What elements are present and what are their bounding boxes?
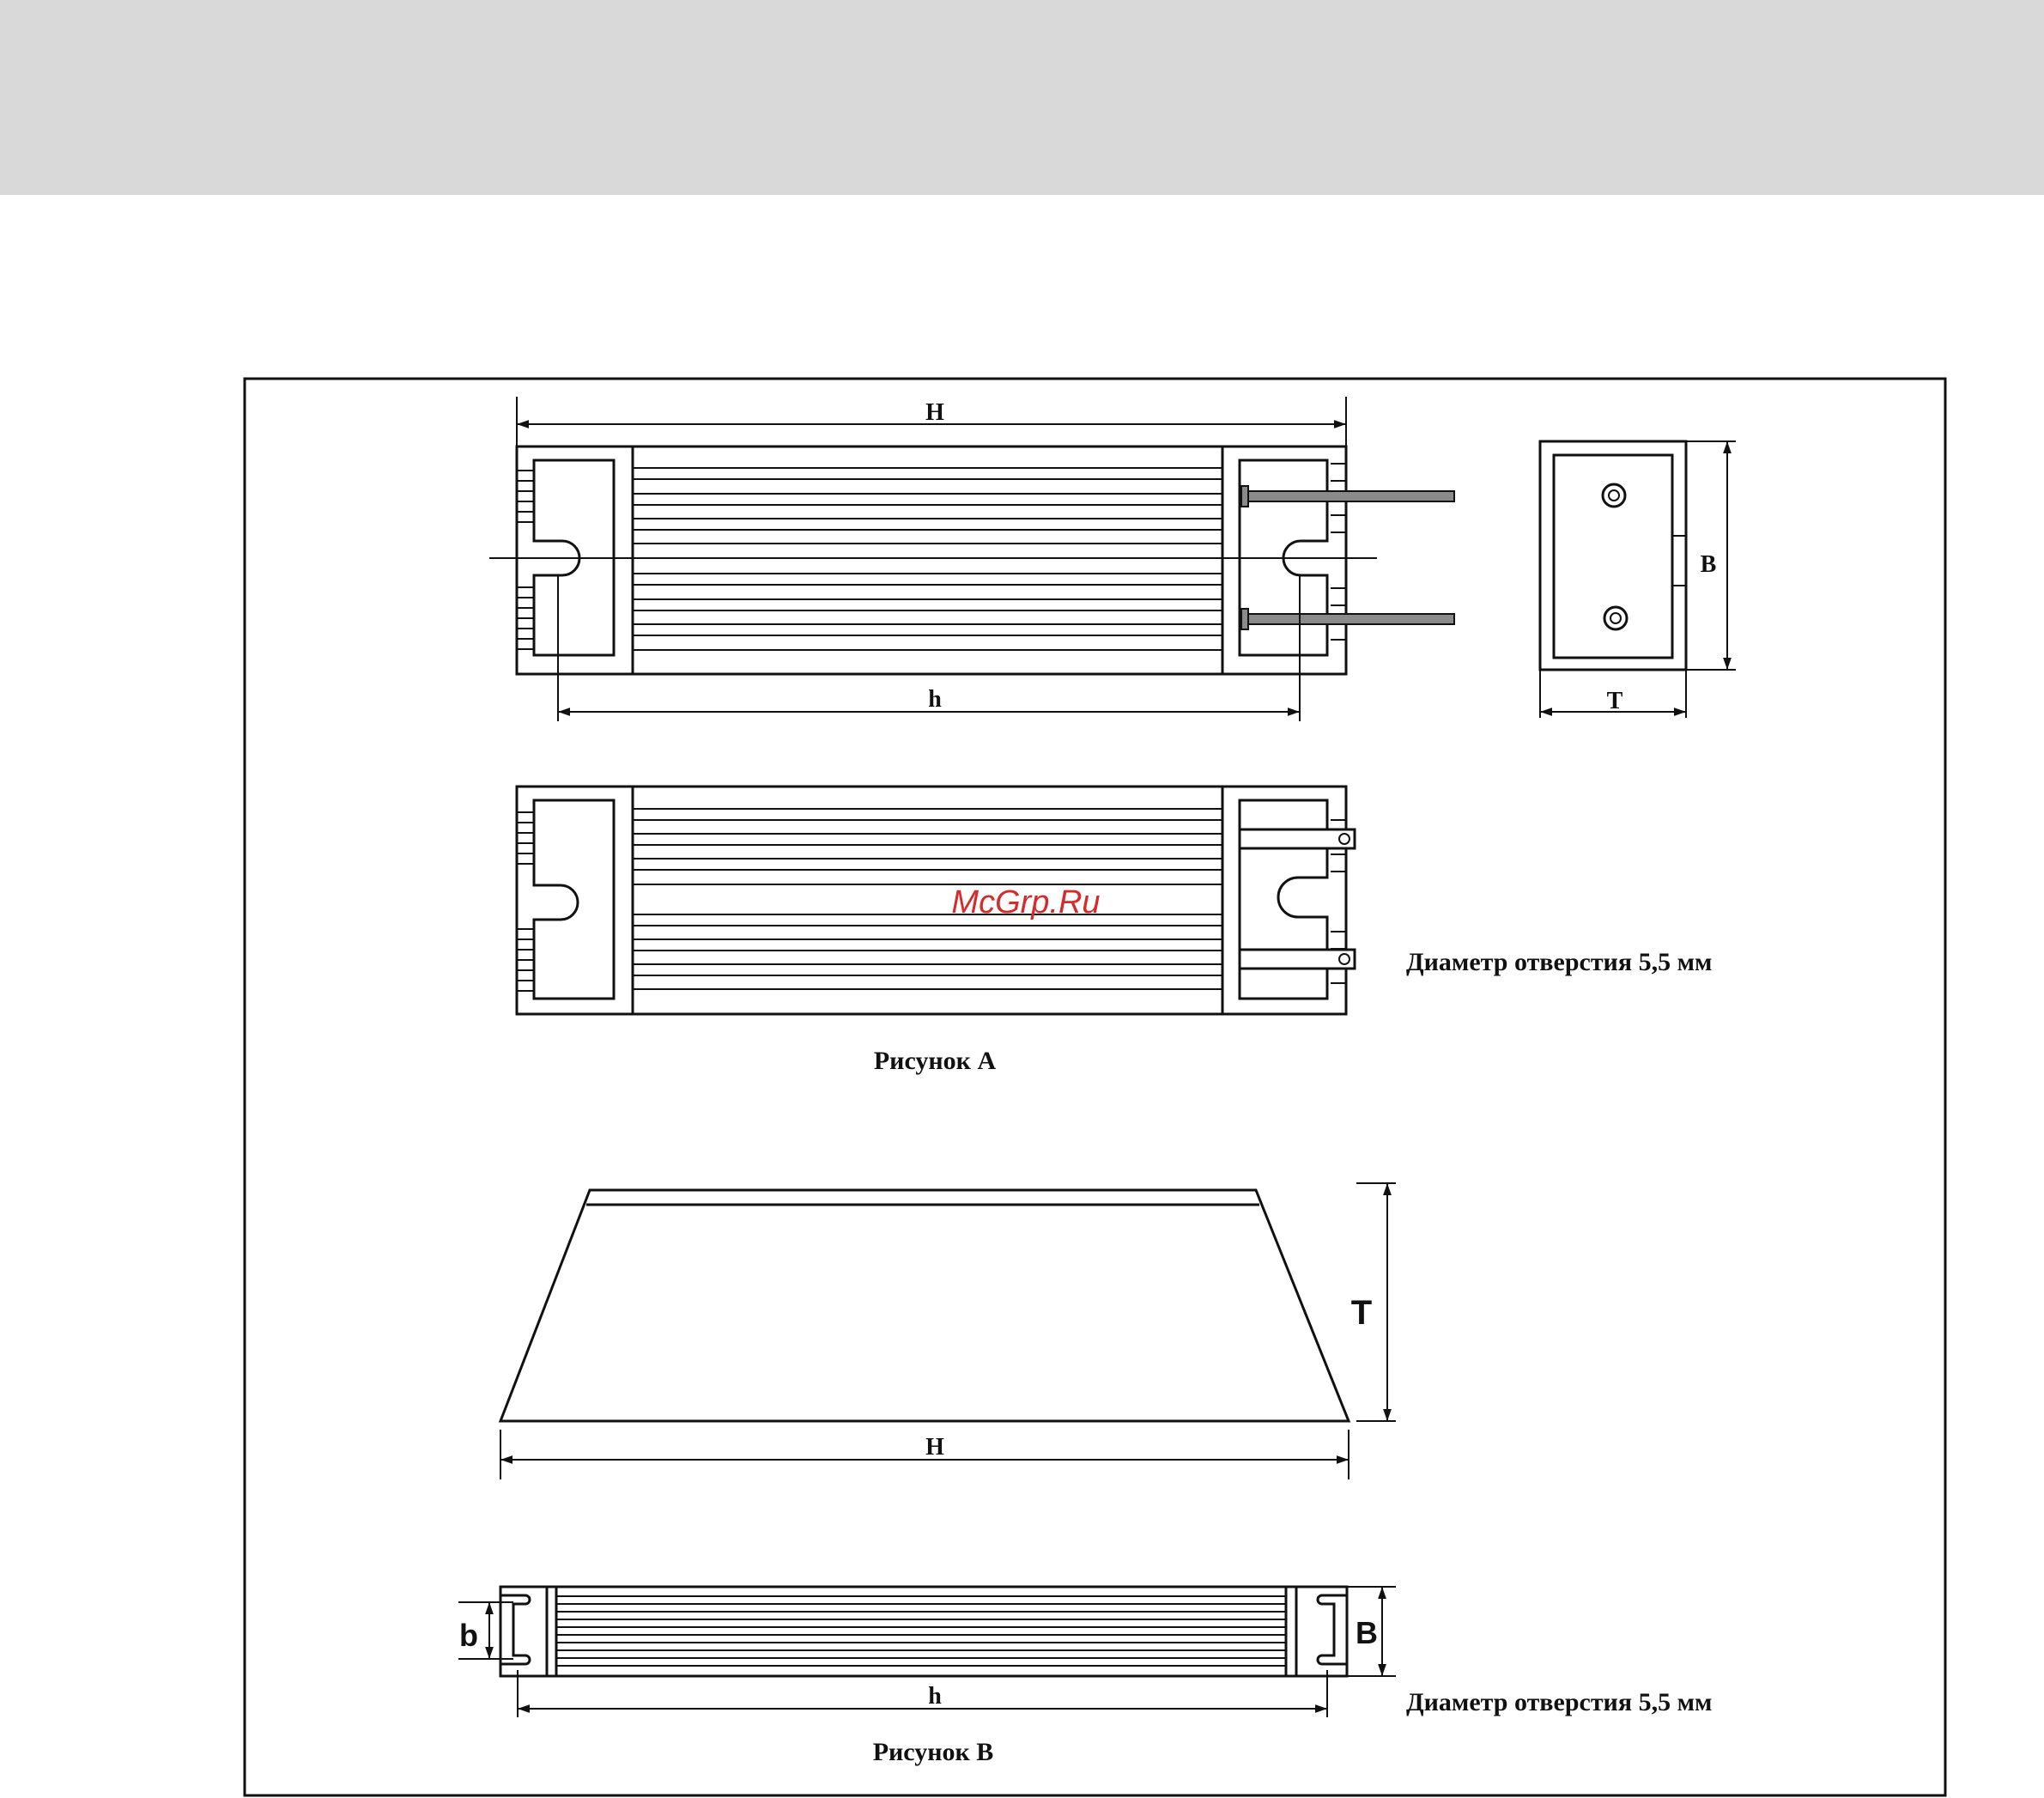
terminal-top	[1603, 484, 1625, 507]
dim-H-label-b: H	[925, 1434, 944, 1461]
figure-b-caption: Рисунок В	[872, 1738, 994, 1766]
figure-a-hole-note: Диаметр отверстия 5,5 мм	[1406, 948, 1713, 976]
lead-wire-top	[1243, 491, 1454, 501]
dim-h-label-b: h	[928, 1683, 942, 1710]
dim-h-label: h	[928, 686, 942, 713]
watermark: McGrp.Ru	[951, 884, 1101, 920]
terminal-bottom	[1604, 607, 1627, 629]
drawing-frame	[245, 379, 1945, 1795]
dim-B-label: B	[1700, 551, 1717, 578]
dim-T-label-b: T	[1350, 1294, 1373, 1332]
terminal-lug-bottom	[1240, 950, 1355, 969]
figure-b-side-view	[500, 1183, 1396, 1479]
dim-B-label-b: B	[1356, 1615, 1378, 1650]
terminal-lug-top	[1240, 829, 1355, 848]
lead-wire-bottom	[1243, 614, 1454, 624]
dim-H-label: H	[925, 399, 944, 426]
figure-a-top-view	[489, 397, 1454, 721]
figure-b-hole-note: Диаметр отверстия 5,5 мм	[1406, 1688, 1713, 1716]
figure-b-top-view	[458, 1587, 1396, 1717]
right-mount-tab	[1318, 1587, 1347, 1676]
figure-a-end-view	[1540, 441, 1736, 718]
figure-a-bottom-view	[517, 787, 1355, 1014]
figure-a-caption: Рисунок А	[873, 1047, 997, 1075]
trapezoid-body	[500, 1190, 1349, 1421]
dim-b-label-b: b	[459, 1618, 478, 1653]
left-mount-tab	[500, 1587, 530, 1676]
dim-T-label: T	[1606, 688, 1623, 714]
